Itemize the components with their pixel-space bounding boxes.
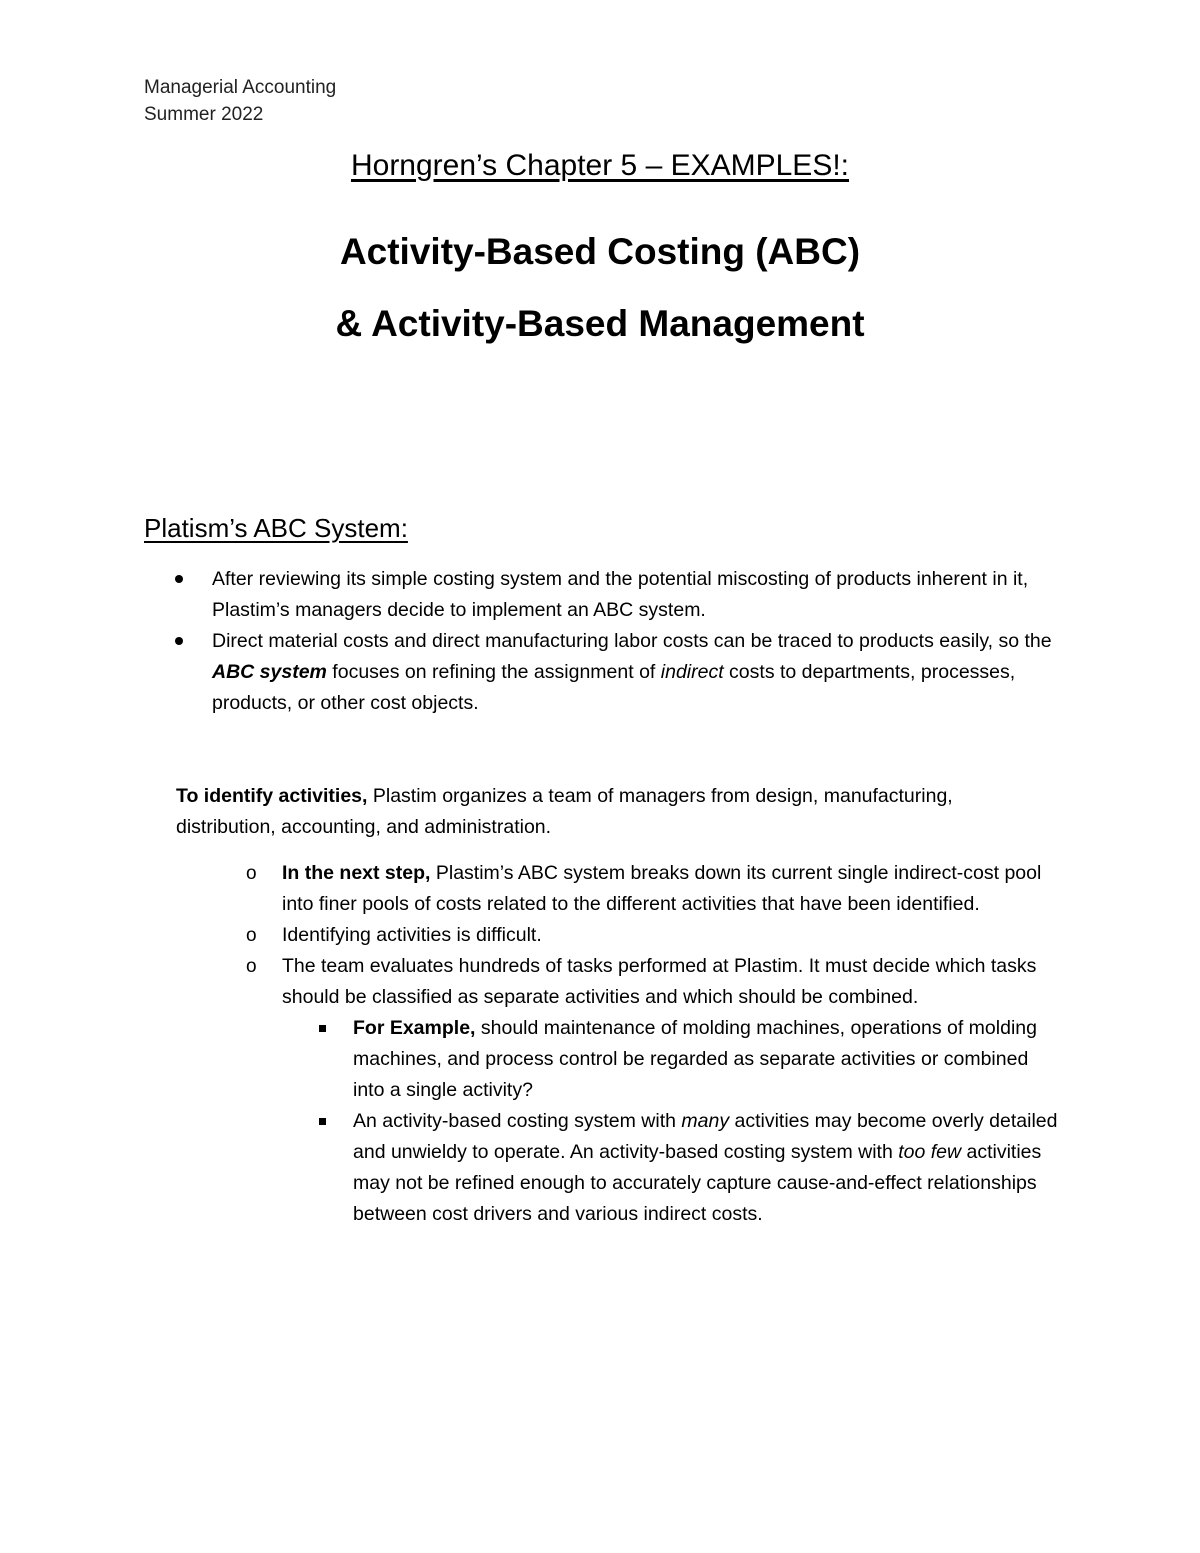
paragraph-lead: To identify activities, xyxy=(176,785,368,807)
abc-system-emphasis: ABC system xyxy=(212,661,327,683)
item-text: should maintenance of molding machines, operations of molding machines, and process control be regarded as separate activities or combined into a single activity? xyxy=(353,1017,1037,1101)
item-lead: In the next step, xyxy=(282,862,431,884)
chapter-title: Horngren’s Chapter 5 – EXAMPLES!: xyxy=(350,149,850,182)
item-text-part: activities may become overly detailed and unwieldy to operate. An activity-based costing system with xyxy=(353,1110,1058,1163)
square-bullet-icon xyxy=(319,1025,326,1032)
bullet-text-part: Direct material costs and direct manufacturing labor costs can be traced to products easily, so the xyxy=(212,630,1052,652)
term: Summer 2022 xyxy=(144,104,264,125)
bullet-text: After reviewing its simple costing system and the potential miscosting of products inherent in it, Plastim’s managers decide to implement an ABC system. xyxy=(212,568,1029,621)
item-text-part: An activity-based costing system with xyxy=(353,1110,682,1132)
paragraph-text: Plastim organizes a team of managers from design, manufacturing, distribution, accounting, and administration. xyxy=(176,785,953,838)
list-item xyxy=(0,920,1200,951)
circle-bullet-icon: o xyxy=(246,956,257,977)
list-item xyxy=(282,1106,1062,1230)
main-title-line-2: & Activity-Based Management xyxy=(335,303,865,344)
list-item xyxy=(0,564,1200,626)
item-text: The team evaluates hundreds of tasks performed at Plastim. It must decide which tasks should be classified as separate activities and which should be combined. xyxy=(282,955,1037,1008)
list-item xyxy=(0,858,1200,920)
nested-list xyxy=(282,1013,1062,1230)
indirect-emphasis: indirect xyxy=(660,661,724,683)
bullet-text-part: focuses on refining the assignment of xyxy=(326,661,661,683)
item-lead: For Example, xyxy=(353,1017,476,1039)
identify-activities-paragraph xyxy=(176,781,1056,843)
item-text: Plastim’s ABC system breaks down its current single indirect-cost pool into finer pools of costs related to the different activities that have been identified. xyxy=(282,862,1042,915)
circle-bullet-icon: o xyxy=(246,925,257,946)
course-name: Managerial Accounting xyxy=(144,77,337,98)
sub-item-list xyxy=(0,858,1200,1230)
item-text-part: activities may not be refined enough to accurately capture cause-and-effect relationships between cost drivers and various indirect costs. xyxy=(353,1141,1042,1225)
list-item xyxy=(0,626,1200,719)
circle-bullet-icon: o xyxy=(246,863,257,884)
bullet-text-part: costs to departments, processes, products, or other cost objects. xyxy=(212,661,1016,714)
bullet-list xyxy=(0,564,1200,719)
document-header xyxy=(144,74,336,128)
main-title-line-1: Activity-Based Costing (ABC) xyxy=(339,231,861,272)
section-heading: Platism’s ABC System: xyxy=(144,513,408,543)
square-bullet-icon xyxy=(319,1118,326,1125)
many-emphasis: many xyxy=(681,1110,730,1132)
bullet-icon xyxy=(175,575,183,583)
list-item xyxy=(282,1013,1062,1106)
list-item xyxy=(0,951,1200,1230)
too-few-emphasis: too few xyxy=(898,1141,962,1163)
item-text: Identifying activities is difficult. xyxy=(282,924,542,946)
bullet-icon xyxy=(175,637,183,645)
